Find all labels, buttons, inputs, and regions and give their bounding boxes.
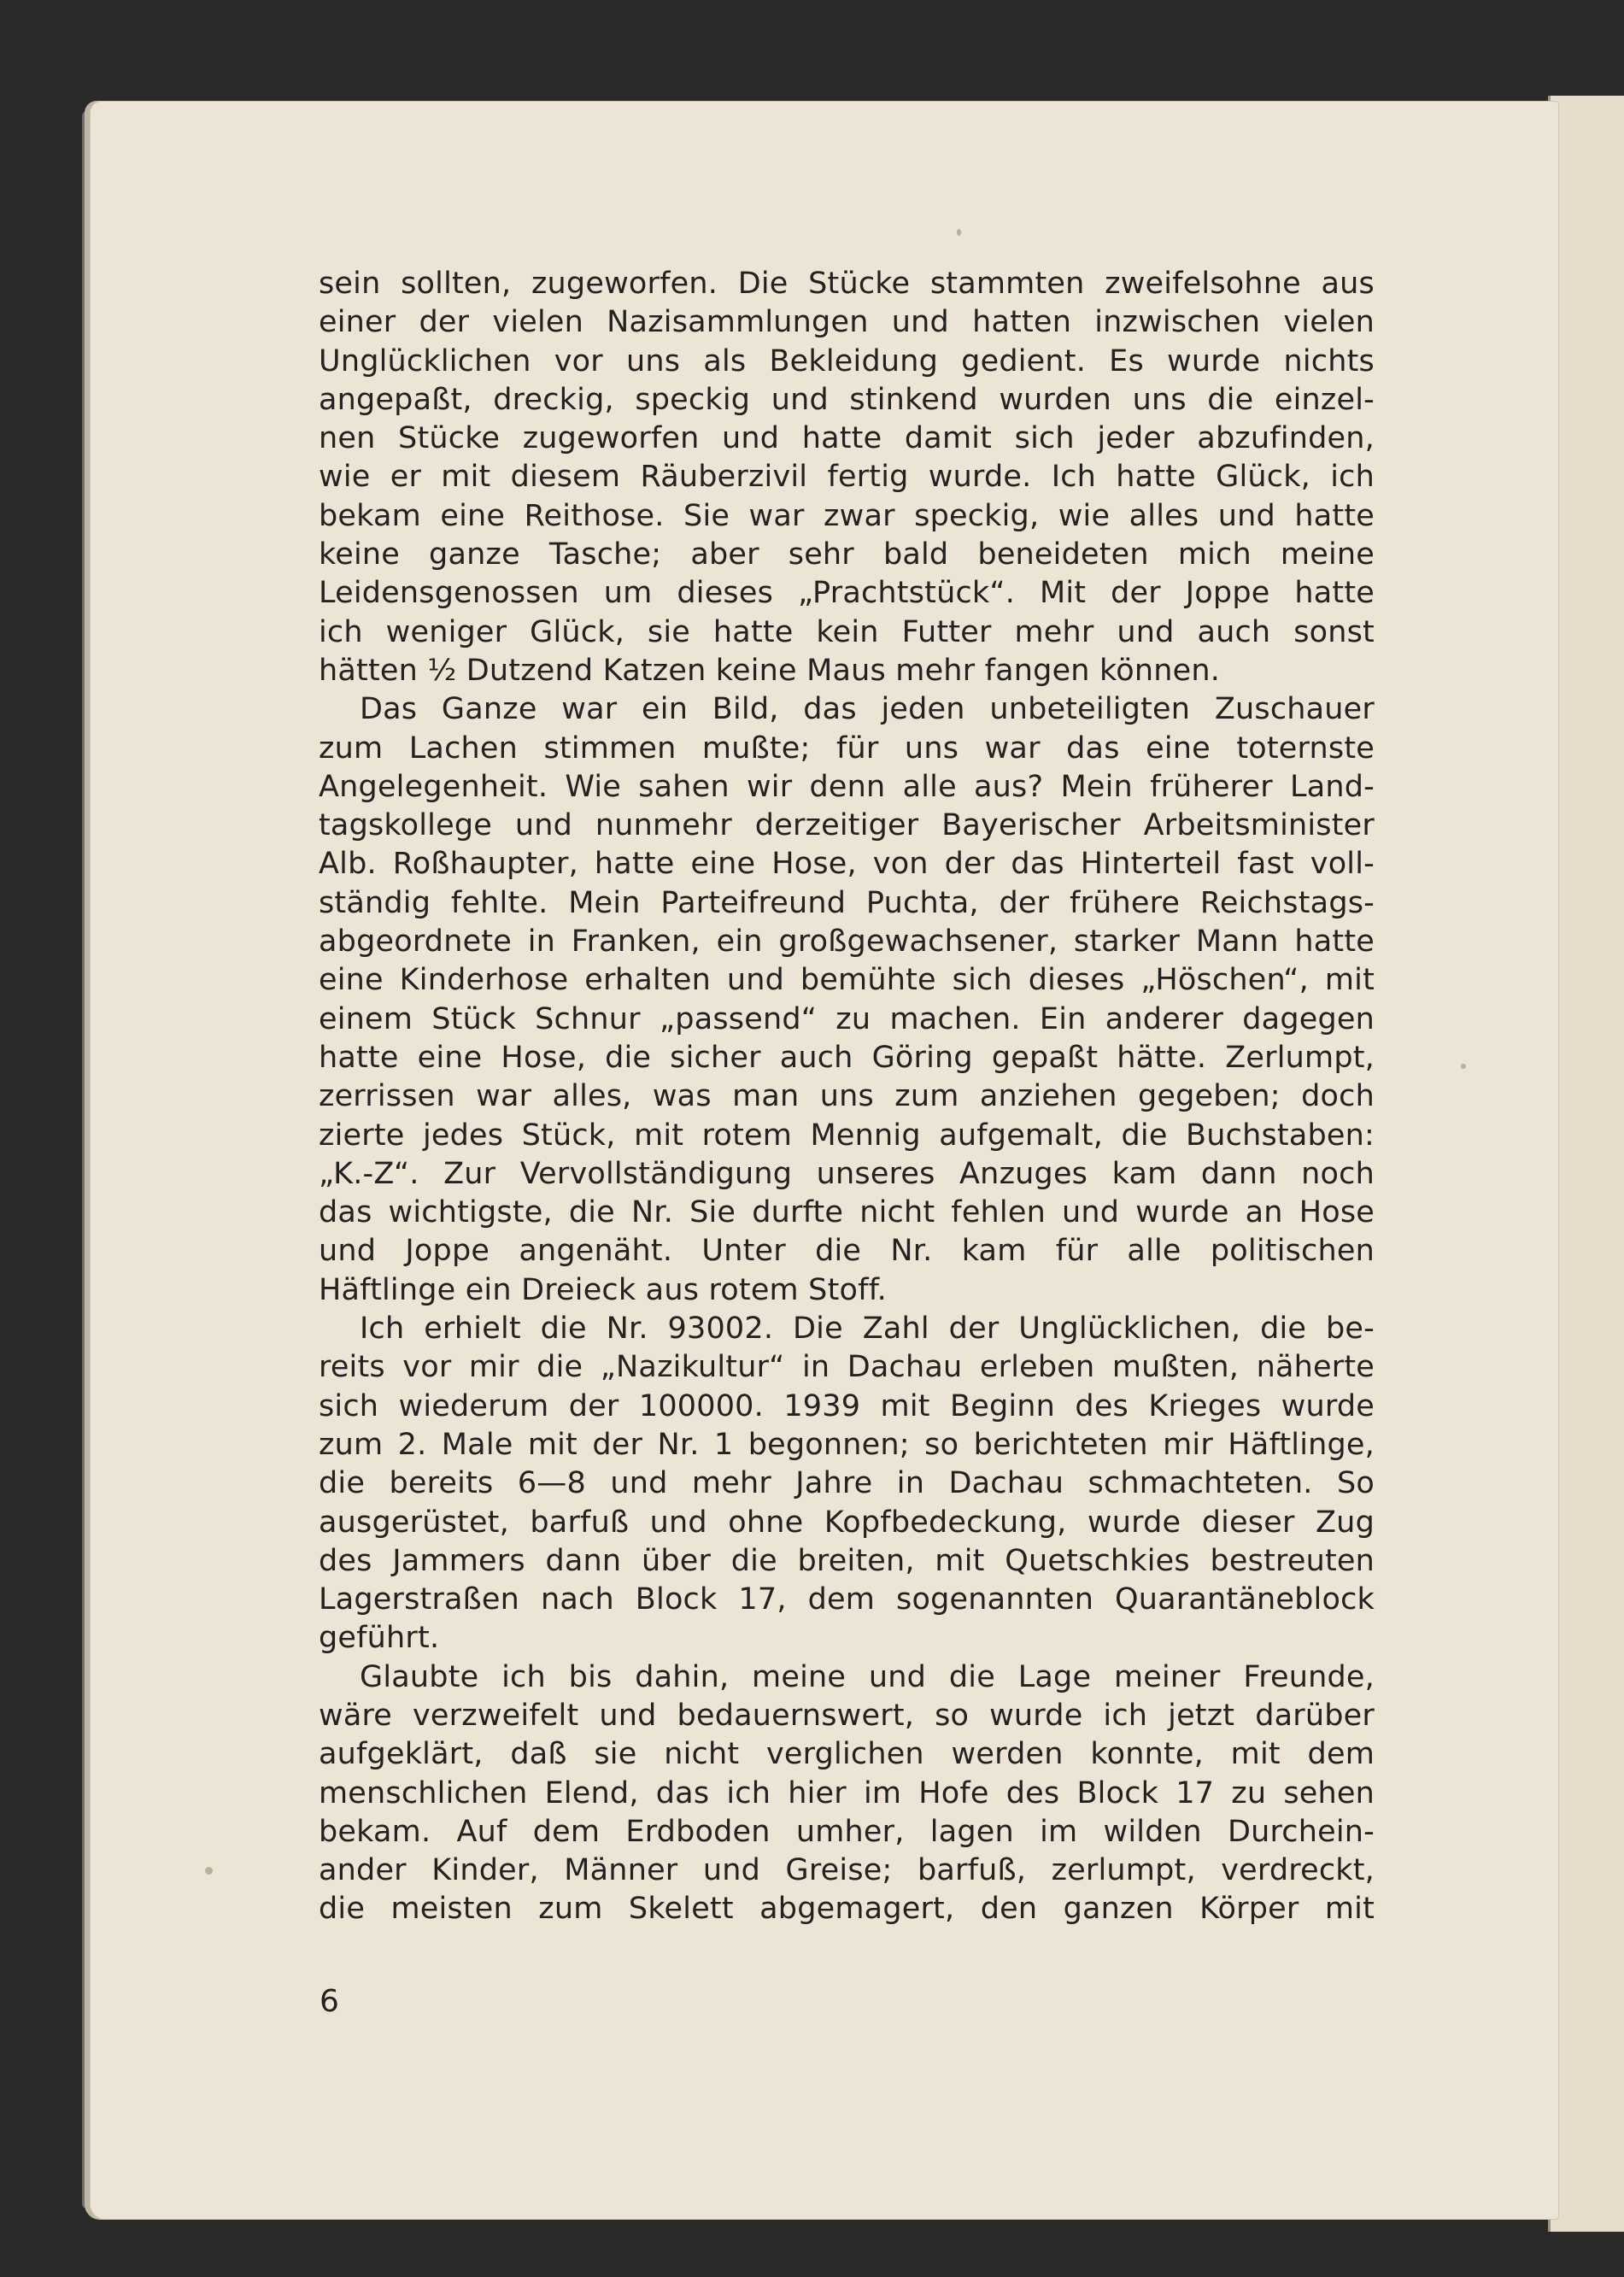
text-line: geführt. <box>319 1621 440 1656</box>
text-line: ander Kinder, Männer und Greise; barfuß, zerlumpt, verdreckt, <box>319 1853 1375 1888</box>
text-line: zum 2. Male mit der Nr. 1 begonnen; so berichteten mir Häftlinge, <box>319 1427 1375 1462</box>
paper-speck <box>205 1867 213 1875</box>
text-line: zierte jedes Stück, mit rotem Mennig aufgemalt, die Buchstaben: <box>319 1118 1375 1153</box>
text-line: und Joppe angenäht. Unter die Nr. kam für alle politischen <box>319 1234 1375 1269</box>
page-number: 6 <box>320 1984 339 2019</box>
body-text <box>319 265 1375 1929</box>
text-line: Ich erhielt die Nr. 93002. Die Zahl der Unglücklichen, die be- <box>360 1312 1375 1347</box>
text-line: keine ganze Tasche; aber sehr bald beneideten mich meine <box>319 537 1375 572</box>
text-line: zum Lachen stimmen mußte; für uns war das eine toternste <box>319 731 1375 766</box>
text-line: bekam. Auf dem Erdboden umher, lagen im wilden Durchein- <box>319 1814 1375 1849</box>
text-line: eine Kinderhose erhalten und bemühte sich dieses „Höschen“, mit <box>319 963 1375 998</box>
text-line: aufgeklärt, daß sie nicht verglichen werden konnte, mit dem <box>319 1737 1375 1772</box>
paper-speck <box>957 229 961 236</box>
text-line: einem Stück Schnur „passend“ zu machen. Ein anderer dagegen <box>319 1001 1375 1036</box>
text-line: hätten ½ Dutzend Katzen keine Maus mehr fangen können. <box>319 653 1221 688</box>
text-line: Unglücklichen vor uns als Bekleidung gedient. Es wurde nichts <box>319 343 1375 379</box>
text-line: Glaubte ich bis dahin, meine und die Lage meiner Freunde, <box>360 1659 1375 1694</box>
text-line: Alb. Roßhaupter, hatte eine Hose, von der das Hinterteil fast voll- <box>319 847 1375 882</box>
text-line: reits vor mir die „Nazikultur“ in Dachau erleben mußten, näherte <box>319 1350 1375 1385</box>
text-line: ausgerüstet, barfuß und ohne Kopfbedeckung, wurde dieser Zug <box>319 1505 1375 1540</box>
text-line: sein sollten, zugeworfen. Die Stücke stammten zweifelsohne aus <box>319 267 1375 301</box>
text-line: Das Ganze war ein Bild, das jeden unbeteiligten Zuschauer <box>360 692 1375 727</box>
text-line: abgeordnete in Franken, ein großgewachsener, starker Mann hatte <box>319 924 1375 960</box>
text-line: nen Stücke zugeworfen und hatte damit sich jeder abzufinden, <box>319 421 1375 456</box>
text-line: wäre verzweifelt und bedauernswert, so wurde ich jetzt darüber <box>319 1698 1375 1733</box>
text-line: das wichtigste, die Nr. Sie durfte nicht fehlen und wurde an Hose <box>319 1195 1375 1230</box>
text-line: hatte eine Hose, die sicher auch Göring gepaßt hätte. Zerlumpt, <box>319 1040 1375 1075</box>
text-line: zerrissen war alles, was man uns zum anziehen gegeben; doch <box>319 1079 1375 1114</box>
text-line: menschlichen Elend, das ich hier im Hofe des Block 17 zu sehen <box>319 1775 1375 1810</box>
text-line: tagskollege und nunmehr derzeitiger Bayerischer Arbeitsminister <box>319 808 1375 843</box>
text-line: ständig fehlte. Mein Parteifreund Puchta, der frühere Reichstags- <box>319 885 1375 920</box>
text-line: bekam eine Reithose. Sie war zwar speckig, wie alles und hatte <box>319 498 1375 533</box>
text-line: einer der vielen Nazisammlungen und hatten inzwischen vielen <box>319 305 1375 340</box>
facing-page-edge <box>1548 96 1624 2232</box>
text-line: des Jammers dann über die breiten, mit Quetschkies bestreuten <box>319 1543 1375 1578</box>
text-line: die meisten zum Skelett abgemagert, den ganzen Körper mit <box>319 1892 1375 1927</box>
text-line: „K.-Z“. Zur Vervollständigung unseres Anzuges kam dann noch <box>319 1156 1375 1191</box>
text-line: die bereits 6—8 und mehr Jahre in Dachau schmachteten. So <box>319 1466 1375 1501</box>
text-line: wie er mit diesem Räuberzivil fertig wurde. Ich hatte Glück, ich <box>319 460 1375 495</box>
text-line: Angelegenheit. Wie sahen wir denn alle aus? Mein früherer Land- <box>319 769 1375 804</box>
text-line: Häftlinge ein Dreieck aus rotem Stoff. <box>319 1272 887 1307</box>
text-line: Leidensgenossen um dieses „Prachtstück“. Mit der Joppe hatte <box>319 576 1375 611</box>
paper-speck <box>1461 1064 1466 1069</box>
text-line: angepaßt, dreckig, speckig und stinkend wurden uns die einzel- <box>319 382 1375 417</box>
text-line: sich wiederum der 100000. 1939 mit Beginn des Krieges wurde <box>319 1388 1375 1423</box>
text-line: Lagerstraßen nach Block 17, dem sogenannten Quarantäneblock <box>319 1582 1375 1617</box>
text-line: ich weniger Glück, sie hatte kein Futter mehr und auch sonst <box>319 614 1375 649</box>
